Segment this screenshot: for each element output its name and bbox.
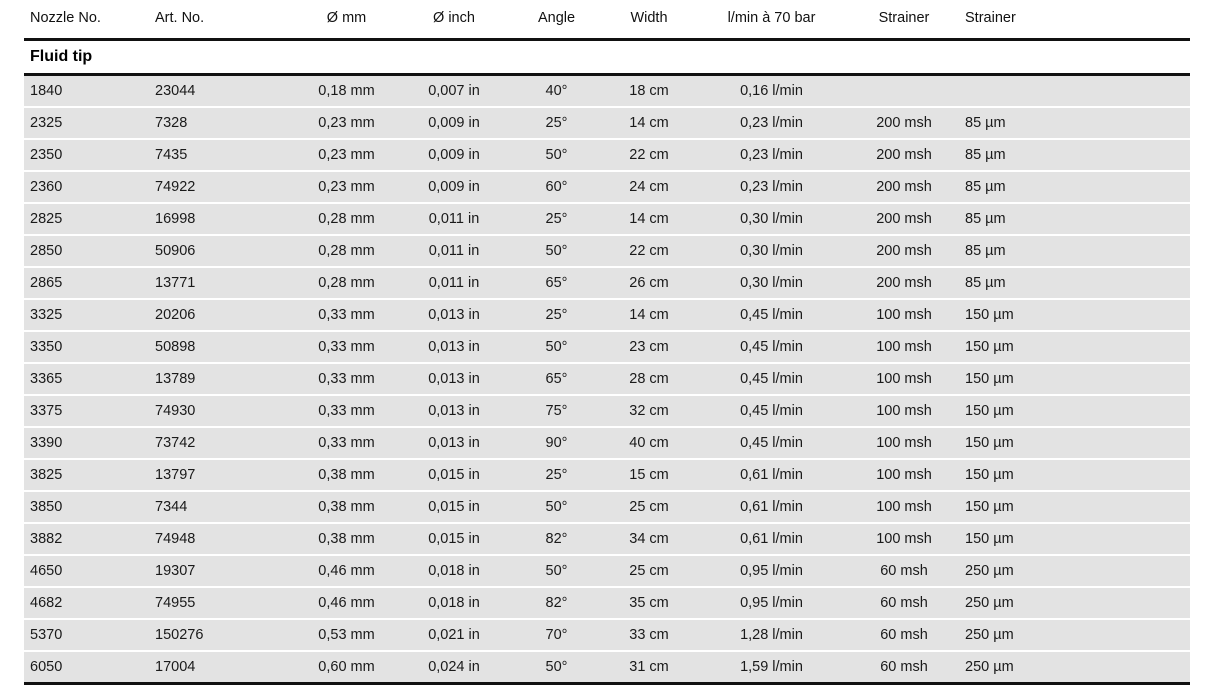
cell-diameter-inch: 0,009 in — [399, 171, 509, 203]
column-header-strainer-mesh: Strainer — [849, 0, 959, 40]
table-row[interactable] — [24, 171, 1190, 203]
cell-angle: 25° — [509, 459, 604, 491]
section-label: Fluid tip — [24, 40, 1190, 75]
cell-angle: 60° — [509, 171, 604, 203]
cell-width: 34 cm — [604, 523, 694, 555]
cell-art-no: 19307 — [149, 555, 294, 587]
cell-strainer-micron: 250 µm — [959, 619, 1064, 651]
cell-angle: 65° — [509, 267, 604, 299]
cell-strainer-mesh: 100 msh — [849, 427, 959, 459]
cell-diameter-inch: 0,015 in — [399, 459, 509, 491]
cell-width: 23 cm — [604, 331, 694, 363]
cell-nozzle-no: 4650 — [24, 555, 149, 587]
cell-spacer — [1064, 555, 1190, 587]
cell-nozzle-no: 2325 — [24, 107, 149, 139]
cell-diameter-mm: 0,33 mm — [294, 427, 399, 459]
cell-flow-rate: 0,95 l/min — [694, 555, 849, 587]
cell-spacer — [1064, 203, 1190, 235]
cell-strainer-micron: 150 µm — [959, 491, 1064, 523]
cell-nozzle-no: 2360 — [24, 171, 149, 203]
cell-strainer-micron: 150 µm — [959, 299, 1064, 331]
cell-diameter-inch: 0,018 in — [399, 555, 509, 587]
cell-nozzle-no: 2865 — [24, 267, 149, 299]
cell-flow-rate: 0,30 l/min — [694, 267, 849, 299]
cell-diameter-mm: 0,33 mm — [294, 331, 399, 363]
cell-width: 40 cm — [604, 427, 694, 459]
table-row[interactable] — [24, 363, 1190, 395]
cell-diameter-inch: 0,013 in — [399, 395, 509, 427]
cell-diameter-inch: 0,011 in — [399, 235, 509, 267]
column-header-diameter-inch: Ø inch — [399, 0, 509, 40]
cell-width: 14 cm — [604, 107, 694, 139]
cell-strainer-mesh: 60 msh — [849, 619, 959, 651]
cell-diameter-mm: 0,53 mm — [294, 619, 399, 651]
cell-angle: 82° — [509, 523, 604, 555]
table-row[interactable] — [24, 619, 1190, 651]
cell-flow-rate: 0,95 l/min — [694, 587, 849, 619]
table-row[interactable] — [24, 299, 1190, 331]
cell-angle: 50° — [509, 139, 604, 171]
table-row[interactable] — [24, 107, 1190, 139]
cell-spacer — [1064, 619, 1190, 651]
cell-width: 26 cm — [604, 267, 694, 299]
cell-nozzle-no: 2825 — [24, 203, 149, 235]
cell-art-no: 150276 — [149, 619, 294, 651]
cell-diameter-inch: 0,013 in — [399, 363, 509, 395]
table-row[interactable] — [24, 139, 1190, 171]
cell-strainer-micron: 85 µm — [959, 139, 1064, 171]
cell-width: 35 cm — [604, 587, 694, 619]
cell-diameter-mm: 0,38 mm — [294, 459, 399, 491]
cell-width: 14 cm — [604, 299, 694, 331]
cell-art-no: 74955 — [149, 587, 294, 619]
cell-strainer-micron: 85 µm — [959, 267, 1064, 299]
cell-strainer-micron — [959, 75, 1064, 108]
cell-diameter-inch: 0,007 in — [399, 75, 509, 108]
cell-spacer — [1064, 331, 1190, 363]
cell-strainer-micron: 150 µm — [959, 427, 1064, 459]
column-header-flow-rate: l/min à 70 bar — [694, 0, 849, 40]
cell-angle: 50° — [509, 235, 604, 267]
cell-diameter-mm: 0,38 mm — [294, 523, 399, 555]
cell-spacer — [1064, 299, 1190, 331]
cell-strainer-micron: 250 µm — [959, 587, 1064, 619]
cell-diameter-mm: 0,33 mm — [294, 299, 399, 331]
cell-angle: 50° — [509, 555, 604, 587]
cell-width: 31 cm — [604, 651, 694, 682]
cell-diameter-mm: 0,18 mm — [294, 75, 399, 108]
cell-angle: 50° — [509, 651, 604, 682]
cell-strainer-micron: 250 µm — [959, 555, 1064, 587]
table-row[interactable] — [24, 491, 1190, 523]
cell-nozzle-no: 3325 — [24, 299, 149, 331]
column-header-angle: Angle — [509, 0, 604, 40]
cell-angle: 82° — [509, 587, 604, 619]
cell-diameter-mm: 0,46 mm — [294, 555, 399, 587]
cell-width: 25 cm — [604, 555, 694, 587]
cell-diameter-inch: 0,018 in — [399, 587, 509, 619]
cell-art-no: 13789 — [149, 363, 294, 395]
cell-flow-rate: 0,61 l/min — [694, 459, 849, 491]
cell-diameter-inch: 0,021 in — [399, 619, 509, 651]
cell-flow-rate: 1,59 l/min — [694, 651, 849, 682]
cell-angle: 25° — [509, 203, 604, 235]
cell-strainer-mesh: 60 msh — [849, 555, 959, 587]
cell-width: 25 cm — [604, 491, 694, 523]
cell-diameter-inch: 0,011 in — [399, 267, 509, 299]
cell-art-no: 74948 — [149, 523, 294, 555]
table-row[interactable] — [24, 587, 1190, 619]
cell-strainer-mesh: 100 msh — [849, 523, 959, 555]
cell-flow-rate: 1,28 l/min — [694, 619, 849, 651]
cell-nozzle-no: 3850 — [24, 491, 149, 523]
cell-diameter-inch: 0,015 in — [399, 491, 509, 523]
cell-diameter-mm: 0,46 mm — [294, 587, 399, 619]
cell-nozzle-no: 3375 — [24, 395, 149, 427]
table-row[interactable] — [24, 523, 1190, 555]
table-body — [24, 40, 1190, 683]
cell-angle: 50° — [509, 331, 604, 363]
cell-width: 24 cm — [604, 171, 694, 203]
column-header-art-no: Art. No. — [149, 0, 294, 40]
column-header-nozzle-no: Nozzle No. — [24, 0, 149, 40]
cell-angle: 90° — [509, 427, 604, 459]
cell-art-no: 74922 — [149, 171, 294, 203]
cell-strainer-mesh: 100 msh — [849, 459, 959, 491]
cell-art-no: 74930 — [149, 395, 294, 427]
cell-diameter-mm: 0,23 mm — [294, 171, 399, 203]
cell-strainer-micron: 85 µm — [959, 171, 1064, 203]
cell-strainer-mesh: 200 msh — [849, 203, 959, 235]
cell-diameter-mm: 0,33 mm — [294, 395, 399, 427]
cell-nozzle-no: 3365 — [24, 363, 149, 395]
cell-spacer — [1064, 651, 1190, 682]
cell-art-no: 13771 — [149, 267, 294, 299]
cell-flow-rate: 0,16 l/min — [694, 75, 849, 108]
cell-nozzle-no: 3882 — [24, 523, 149, 555]
cell-flow-rate: 0,45 l/min — [694, 363, 849, 395]
cell-diameter-mm: 0,23 mm — [294, 107, 399, 139]
table-header-row — [24, 0, 1190, 40]
cell-strainer-mesh: 200 msh — [849, 171, 959, 203]
cell-strainer-mesh: 200 msh — [849, 235, 959, 267]
cell-spacer — [1064, 523, 1190, 555]
cell-width: 33 cm — [604, 619, 694, 651]
cell-nozzle-no: 2850 — [24, 235, 149, 267]
cell-width: 32 cm — [604, 395, 694, 427]
cell-diameter-mm: 0,28 mm — [294, 203, 399, 235]
cell-width: 15 cm — [604, 459, 694, 491]
table-row[interactable] — [24, 235, 1190, 267]
cell-diameter-mm: 0,38 mm — [294, 491, 399, 523]
cell-strainer-mesh: 200 msh — [849, 107, 959, 139]
cell-strainer-mesh: 200 msh — [849, 139, 959, 171]
cell-art-no: 73742 — [149, 427, 294, 459]
cell-art-no: 7344 — [149, 491, 294, 523]
table-row[interactable] — [24, 427, 1190, 459]
cell-diameter-inch: 0,015 in — [399, 523, 509, 555]
cell-flow-rate: 0,61 l/min — [694, 523, 849, 555]
cell-flow-rate: 0,45 l/min — [694, 299, 849, 331]
cell-nozzle-no: 3390 — [24, 427, 149, 459]
cell-strainer-mesh: 100 msh — [849, 363, 959, 395]
cell-strainer-mesh: 100 msh — [849, 491, 959, 523]
cell-flow-rate: 0,30 l/min — [694, 235, 849, 267]
cell-diameter-inch: 0,011 in — [399, 203, 509, 235]
cell-diameter-inch: 0,013 in — [399, 299, 509, 331]
table-bottom-rule — [24, 682, 1190, 685]
cell-diameter-mm: 0,28 mm — [294, 235, 399, 267]
cell-diameter-inch: 0,013 in — [399, 331, 509, 363]
cell-strainer-micron: 85 µm — [959, 107, 1064, 139]
cell-strainer-mesh: 200 msh — [849, 267, 959, 299]
cell-art-no: 7328 — [149, 107, 294, 139]
cell-spacer — [1064, 267, 1190, 299]
cell-flow-rate: 0,61 l/min — [694, 491, 849, 523]
cell-art-no: 23044 — [149, 75, 294, 108]
cell-diameter-mm: 0,60 mm — [294, 651, 399, 682]
cell-nozzle-no: 5370 — [24, 619, 149, 651]
table-row[interactable] — [24, 203, 1190, 235]
cell-strainer-micron: 85 µm — [959, 203, 1064, 235]
cell-flow-rate: 0,45 l/min — [694, 395, 849, 427]
cell-strainer-micron: 150 µm — [959, 331, 1064, 363]
cell-art-no: 13797 — [149, 459, 294, 491]
cell-strainer-mesh: 60 msh — [849, 587, 959, 619]
cell-flow-rate: 0,45 l/min — [694, 331, 849, 363]
cell-diameter-mm: 0,33 mm — [294, 363, 399, 395]
cell-spacer — [1064, 139, 1190, 171]
table-row[interactable] — [24, 651, 1190, 682]
cell-angle: 70° — [509, 619, 604, 651]
cell-nozzle-no: 3350 — [24, 331, 149, 363]
cell-width: 28 cm — [604, 363, 694, 395]
cell-angle: 50° — [509, 491, 604, 523]
cell-diameter-mm: 0,23 mm — [294, 139, 399, 171]
column-header-strainer-micron: Strainer — [959, 0, 1064, 40]
column-header-spacer — [1064, 0, 1190, 40]
cell-nozzle-no: 4682 — [24, 587, 149, 619]
cell-flow-rate: 0,45 l/min — [694, 427, 849, 459]
table-row[interactable] — [24, 395, 1190, 427]
cell-spacer — [1064, 75, 1190, 108]
table-row[interactable] — [24, 331, 1190, 363]
cell-diameter-inch: 0,013 in — [399, 427, 509, 459]
cell-art-no: 50906 — [149, 235, 294, 267]
cell-nozzle-no: 6050 — [24, 651, 149, 682]
cell-flow-rate: 0,23 l/min — [694, 139, 849, 171]
cell-strainer-micron: 85 µm — [959, 235, 1064, 267]
table-row[interactable] — [24, 75, 1190, 108]
cell-spacer — [1064, 171, 1190, 203]
cell-art-no: 50898 — [149, 331, 294, 363]
cell-strainer-mesh: 60 msh — [849, 651, 959, 682]
cell-art-no: 16998 — [149, 203, 294, 235]
cell-diameter-inch: 0,009 in — [399, 107, 509, 139]
cell-angle: 25° — [509, 299, 604, 331]
column-header-diameter-mm: Ø mm — [294, 0, 399, 40]
cell-art-no: 7435 — [149, 139, 294, 171]
cell-strainer-micron: 150 µm — [959, 395, 1064, 427]
cell-spacer — [1064, 107, 1190, 139]
cell-spacer — [1064, 235, 1190, 267]
cell-angle: 25° — [509, 107, 604, 139]
table-row[interactable] — [24, 555, 1190, 587]
cell-strainer-micron: 150 µm — [959, 523, 1064, 555]
cell-strainer-mesh: 100 msh — [849, 299, 959, 331]
cell-strainer-micron: 250 µm — [959, 651, 1064, 682]
cell-spacer — [1064, 395, 1190, 427]
cell-flow-rate: 0,23 l/min — [694, 107, 849, 139]
nozzle-spec-table — [24, 0, 1190, 682]
cell-flow-rate: 0,23 l/min — [694, 171, 849, 203]
cell-spacer — [1064, 459, 1190, 491]
cell-art-no: 17004 — [149, 651, 294, 682]
cell-strainer-mesh: 100 msh — [849, 395, 959, 427]
cell-diameter-inch: 0,009 in — [399, 139, 509, 171]
cell-flow-rate: 0,30 l/min — [694, 203, 849, 235]
cell-strainer-mesh — [849, 75, 959, 108]
cell-width: 14 cm — [604, 203, 694, 235]
cell-angle: 75° — [509, 395, 604, 427]
cell-angle: 65° — [509, 363, 604, 395]
cell-art-no: 20206 — [149, 299, 294, 331]
cell-angle: 40° — [509, 75, 604, 108]
cell-diameter-mm: 0,28 mm — [294, 267, 399, 299]
cell-spacer — [1064, 491, 1190, 523]
cell-spacer — [1064, 427, 1190, 459]
cell-nozzle-no: 3825 — [24, 459, 149, 491]
cell-nozzle-no: 1840 — [24, 75, 149, 108]
cell-strainer-micron: 150 µm — [959, 363, 1064, 395]
table-row[interactable] — [24, 267, 1190, 299]
cell-width: 22 cm — [604, 235, 694, 267]
cell-strainer-micron: 150 µm — [959, 459, 1064, 491]
table-head — [24, 0, 1190, 40]
section-row-fluid-tip — [24, 40, 1190, 75]
cell-nozzle-no: 2350 — [24, 139, 149, 171]
cell-spacer — [1064, 587, 1190, 619]
cell-strainer-mesh: 100 msh — [849, 331, 959, 363]
cell-diameter-inch: 0,024 in — [399, 651, 509, 682]
column-header-width: Width — [604, 0, 694, 40]
cell-width: 22 cm — [604, 139, 694, 171]
table-row[interactable] — [24, 459, 1190, 491]
cell-spacer — [1064, 363, 1190, 395]
cell-width: 18 cm — [604, 75, 694, 108]
